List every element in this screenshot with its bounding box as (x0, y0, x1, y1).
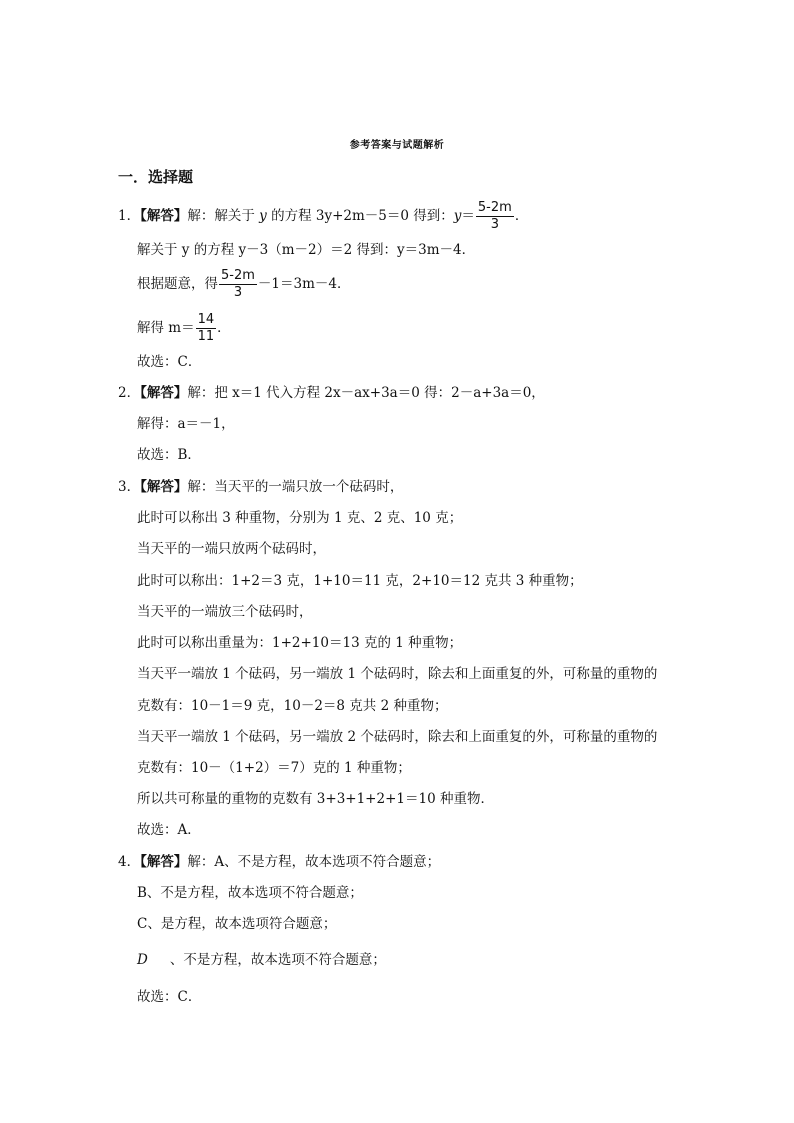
fraction-denominator: 3 (233, 285, 243, 300)
q4-line-1 (118, 852, 440, 872)
q2-line-1 (118, 383, 545, 403)
q4-text-1: 解：A、不是方程，故本选项不符合题意； (187, 854, 441, 870)
q4-option-d: D (137, 952, 148, 968)
q4-line-5: 故选：C． (137, 989, 202, 1005)
q3-line-11: 所以共可称量的重物的克数有 3+3+1+2+1＝10 种重物． (137, 791, 494, 807)
q1-text-b: 的方程 (271, 208, 312, 224)
fraction-numerator: 14 (197, 312, 215, 327)
q1-text-4a: 解得 m＝ (137, 320, 195, 336)
q1-text-3a: 根据题意，得 (137, 276, 218, 292)
q2-tag: 【解答】 (140, 385, 188, 401)
q3-text-1: 解：当天平的一端只放一个砝码时， (187, 479, 404, 495)
q2-line-2: 解得：a＝－1， (137, 416, 235, 432)
fraction-denominator: 3 (490, 217, 499, 232)
q1-text-a: 解：解关于 (187, 208, 255, 224)
q1-line-4 (137, 312, 231, 345)
q3-tag: 【解答】 (140, 479, 188, 495)
q3-line-7: 当天平一端放 1 个砝码，另一端放 1 个砝码时，除去和上面重复的外，可称量的重物的 (137, 666, 658, 682)
q4-line-4 (137, 950, 386, 970)
q4-text-4b: 、不是方程，故本选项不符合题意； (169, 952, 386, 968)
q3-number: 3． (118, 479, 141, 495)
q1-line-1: 1．【解答】解：解关于 y 的方程 3y+2m－5＝0 得到：y＝ $\frac{5-2m}{3}$ ． (118, 200, 529, 232)
page-title: 参考答案与试题解析 (349, 140, 445, 151)
q2-line-3: 故选：B． (137, 447, 201, 463)
q1-text-3b: －1＝3m－4． (257, 276, 351, 292)
q3-line-4: 此时可以称出：1+2＝3 克，1+10＝11 克，2+10＝12 克共 3 种重物； (137, 573, 583, 589)
q1-fraction-2 (219, 268, 257, 301)
q3-line-12: 故选：A． (137, 822, 201, 838)
fraction-numerator: 5-2m (221, 268, 255, 283)
fraction-denominator: 11 (197, 329, 215, 344)
q1-text-4b: ． (217, 320, 231, 336)
q1-text-e: ． (514, 208, 529, 224)
q1-line-3 (137, 268, 350, 301)
q4-tag: 【解答】 (140, 854, 188, 870)
q3-line-1 (118, 477, 403, 497)
q2-number: 2． (118, 385, 141, 401)
q4-line-2: B、不是方程，故本选项不符合题意； (137, 885, 363, 901)
section-heading: 一．选择题 (118, 168, 194, 186)
q1-number: 1． (118, 208, 141, 224)
q1-text-d: ＝ (461, 208, 475, 224)
q2-text-1: 解：把 x＝1 代入方程 2x－ax+3a＝0 得：2－a+3a＝0， (187, 385, 545, 401)
q3-line-2: 此时可以称出 3 种重物，分别为 1 克、2 克、10 克； (137, 510, 463, 526)
q1-text-c: 3y+2m－5＝0 得到： (315, 208, 454, 224)
q1-line-5: 故选：C． (137, 354, 202, 370)
q3-line-9: 当天平一端放 1 个砝码，另一端放 2 个砝码时，除去和上面重复的外，可称量的重物的 (137, 729, 658, 745)
fraction-numerator: 5-2m (477, 200, 512, 215)
q3-line-8: 克数有：10－1＝9 克，10－2＝8 克共 2 种重物； (137, 698, 448, 714)
q1-line-2: 解关于 y 的方程 y－3（m－2）＝2 得到：y＝3m－4． (137, 242, 476, 258)
q3-line-6: 此时可以称出重量为：1+2+10＝13 克的 1 种重物； (137, 635, 463, 651)
q3-line-10: 克数有：10－（1+2）＝7）克的 1 种重物； (137, 760, 411, 776)
q1-tag: 【解答】 (140, 208, 188, 224)
q4-line-3: C、是方程，故本选项符合题意； (137, 916, 337, 932)
q3-line-5: 当天平的一端放三个砝码时， (137, 604, 313, 620)
q1-fraction-1 (476, 200, 514, 233)
q1-fraction-3 (196, 312, 217, 345)
q3-line-3: 当天平的一端只放两个砝码时， (137, 541, 326, 557)
q4-number: 4． (118, 854, 141, 870)
